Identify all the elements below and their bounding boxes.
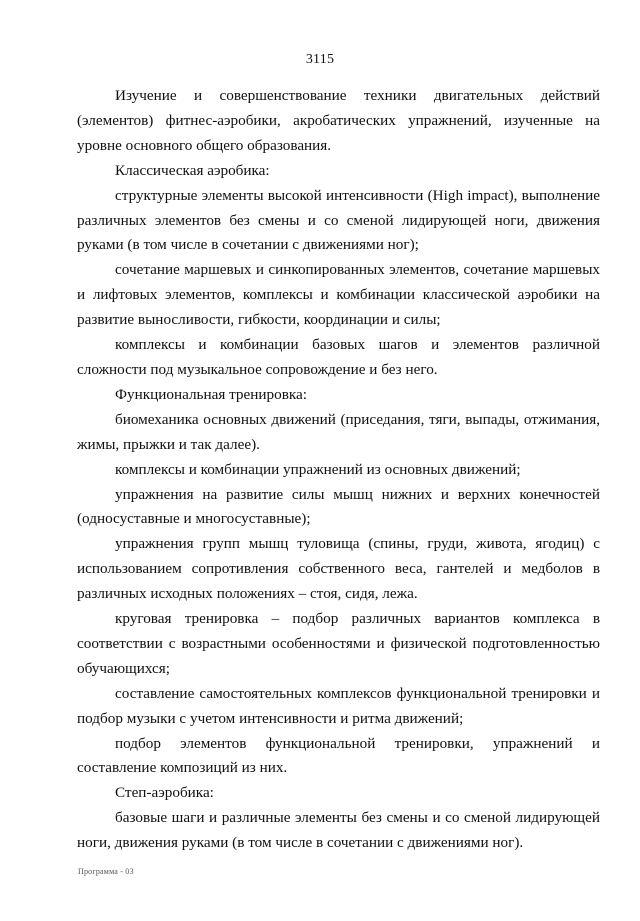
page-number: 3115 bbox=[305, 52, 335, 67]
footer-note: Программа - 03 bbox=[78, 867, 134, 876]
paragraph: упражнения групп мышц туловища (спины, груди, живота, ягодиц) с использованием сопротивления собственного веса, гантелей и медболов в различных исходных положениях – стоя, сидя, лежа. bbox=[77, 535, 600, 603]
paragraph: базовые шаги и различные элементы без смены и со сменой лидирующей ноги, движения руками (в том числе в сочетании с движениями ног). bbox=[77, 809, 600, 852]
paragraph: структурные элементы высокой интенсивности (High impact), выполнение различных элементов без смены и со сменой лидирующей ноги, движения руками (в том числе в сочетании с движениями ног); bbox=[77, 186, 600, 254]
paragraph: упражнения на развитие силы мышц нижних и верхних конечностей (односуставные и многосуставные); bbox=[77, 485, 600, 528]
paragraph: комплексы и комбинации упражнений из основных движений; bbox=[115, 460, 521, 478]
paragraph: биомеханика основных движений (приседания, тяги, выпады, отжимания, жимы, прыжки и так далее). bbox=[77, 410, 600, 453]
paragraph: круговая тренировка – подбор различных вариантов комплекса в соответствии с возрастными особенностями и физической подготовленностью обучающихся; bbox=[77, 610, 600, 677]
section-heading: Классическая аэробика: bbox=[115, 161, 270, 179]
paragraph: Изучение и совершенствование техники двигательных действий (элементов) фитнес-аэробики, акробатических упражнений, изученные на уровне основного общего образования. bbox=[77, 87, 600, 154]
section-heading: Степ-аэробика: bbox=[115, 784, 214, 802]
section-heading: Функциональная тренировка: bbox=[115, 385, 307, 403]
paragraph: подбор элементов функциональной тренировки, упражнений и составление композиций из них. bbox=[77, 734, 600, 777]
paragraph: комплексы и комбинации базовых шагов и элементов различной сложности под музыкальное сопровождение и без него. bbox=[77, 336, 600, 378]
paragraph: составление самостоятельных комплексов функциональной тренировки и подбор музыки с учетом интенсивности и ритма движений; bbox=[77, 684, 600, 727]
paragraph: сочетание маршевых и синкопированных элементов, сочетание маршевых и лифтовых элементов, комплексы и комбинации классической аэробики на развитие выносливости, гибкости, координации и силы; bbox=[77, 261, 600, 329]
document-body bbox=[77, 84, 600, 856]
